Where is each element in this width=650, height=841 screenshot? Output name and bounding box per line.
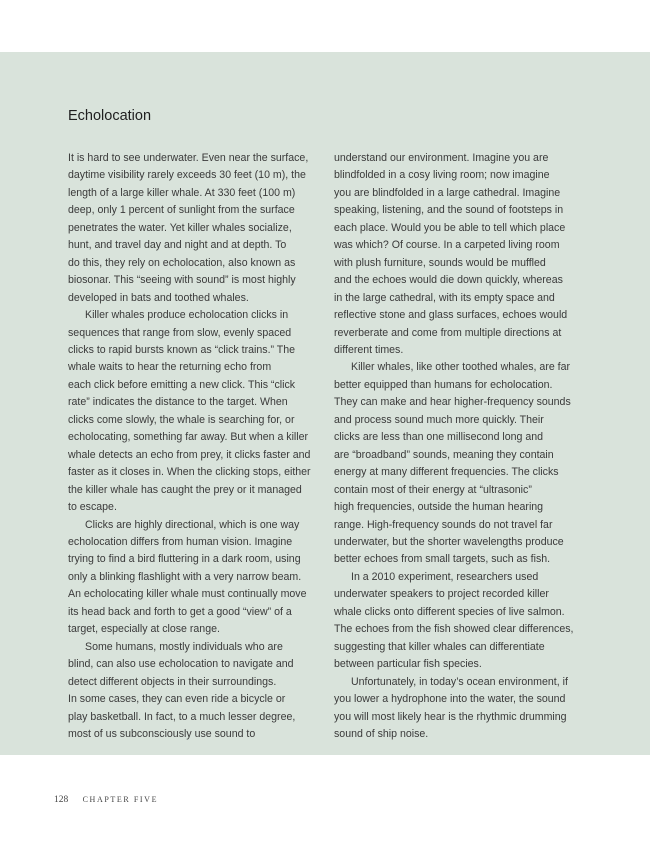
text-line: detect different objects in their surroundings.: [68, 675, 277, 688]
text-line: in the large cathedral, with its empty space and: [334, 291, 555, 304]
text-line: reverberate and come from multiple directions at: [334, 326, 562, 339]
text-line: to escape.: [68, 501, 117, 514]
text-line: range. High-frequency sounds do not travel far: [334, 518, 553, 531]
text-line: whale clicks onto different species of live salmon.: [334, 605, 565, 618]
text-line: do this, they rely on echolocation, also known as: [68, 256, 296, 269]
text-line: energy at many different frequencies. The clicks: [334, 466, 559, 479]
text-line: They can make and hear higher-frequency sounds: [334, 396, 571, 409]
text-line: the killer whale has caught the prey or it managed: [68, 483, 302, 496]
text-line: each click before emitting a new click. This “click: [68, 378, 296, 391]
text-line: penetrates the water. Yet killer whales socialize,: [68, 221, 292, 234]
text-line: underwater speakers to project recorded killer: [334, 588, 549, 601]
text-line: biosonar. This “seeing with sound” is most highly: [68, 274, 296, 287]
text-line: between particular fish species.: [334, 658, 482, 671]
sidebar-column-left: [68, 150, 324, 743]
text-line: most of us subconsciously use sound to: [68, 727, 256, 740]
text-line: rate” indicates the distance to the target. When: [68, 396, 288, 409]
text-line: In a 2010 experiment, researchers used: [351, 570, 539, 583]
text-line: better echoes from small targets, such as fish.: [334, 553, 551, 566]
text-line: sound of ship noise.: [334, 727, 429, 740]
text-line: and process sound much more quickly. Their: [334, 413, 544, 426]
text-line: was which? Of course. In a carpeted living room: [334, 239, 560, 252]
text-line: you are blindfolded in a large cathedral. Imagine: [334, 186, 561, 199]
text-line: deep, only 1 percent of sunlight from the surface: [68, 204, 295, 217]
text-line: Killer whales, like other toothed whales, are far: [351, 361, 571, 374]
text-line: reflective stone and glass surfaces, echoes would: [334, 309, 568, 322]
text-line: understand our environment. Imagine you are: [334, 152, 549, 164]
text-line: underwater, but the shorter wavelengths produce: [334, 535, 564, 548]
text-line: contain most of their energy at “ultrasonic”: [334, 483, 532, 496]
text-line: hunt, and travel day and night and at depth. To: [68, 239, 287, 252]
text-line: speaking, listening, and the sound of footsteps in: [334, 204, 564, 217]
text-line: daytime visibility rarely exceeds 30 feet (10 m), the: [68, 169, 306, 182]
text-line: echolocating, something far away. But when a killer: [68, 431, 309, 444]
text-line: clicks to rapid bursts known as “click trains.” The: [68, 343, 296, 356]
text-line: clicks are less than one millisecond long and: [334, 431, 544, 444]
text-line: Killer whales produce echolocation clicks in: [85, 309, 289, 322]
text-line: and the echoes would die down quickly, whereas: [334, 274, 563, 287]
text-line: only a blinking flashlight with a very narrow beam.: [68, 570, 302, 583]
text-line: high frequencies, outside the human hearing: [334, 501, 544, 514]
page-footer: [54, 795, 158, 805]
text-line: faster as it closes in. When the clicking stops, either: [68, 466, 311, 479]
text-line: Clicks are highly directional, which is one way: [85, 518, 300, 531]
page-number: 128: [54, 795, 69, 805]
text-line: developed in bats and toothed whales.: [68, 291, 249, 304]
text-line: The echoes from the fish showed clear differences,: [334, 623, 574, 636]
text-line: play basketball. In fact, to a much lesser degree,: [68, 710, 296, 723]
text-line: clicks come slowly, the whale is searching for, or: [68, 413, 295, 426]
text-line: are “broadband” sounds, meaning they contain: [334, 448, 554, 461]
chapter-label: CHAPTER FIVE: [82, 795, 159, 804]
text-line: better equipped than humans for echolocation.: [334, 378, 553, 391]
text-line: its head back and forth to get a good “view” of a: [68, 605, 292, 618]
text-line: length of a large killer whale. At 330 feet (100 m): [68, 186, 296, 199]
text-line: trying to find a bird fluttering in a dark room, using: [68, 553, 301, 566]
text-line: It is hard to see underwater. Even near the surface,: [68, 152, 309, 164]
text-line: blindfolded in a cosy living room; now imagine: [334, 169, 550, 182]
text-line: sequences that range from slow, evenly spaced: [68, 326, 292, 339]
text-line: Some humans, mostly individuals who are: [85, 640, 283, 653]
text-line: whale detects an echo from prey, it clicks faster and: [68, 448, 311, 461]
text-line: target, especially at close range.: [68, 623, 220, 636]
sidebar-title: Echolocation: [68, 108, 152, 124]
text-line: you lower a hydrophone into the water, the sound: [334, 693, 566, 706]
text-line: each place. Would you be able to tell which place: [334, 221, 566, 234]
text-line: whale waits to hear the returning echo from: [68, 361, 272, 374]
text-line: echolocation differs from human vision. Imagine: [68, 535, 293, 548]
text-line: An echolocating killer whale must continually move: [68, 588, 307, 601]
sidebar-column-right: [334, 150, 582, 743]
text-line: different times.: [334, 343, 404, 356]
text-line: with plush furniture, sounds would be muffled: [334, 256, 546, 269]
text-line: you will most likely hear is the rhythmic drumming: [334, 710, 567, 723]
text-line: suggesting that killer whales can differentiate: [334, 640, 545, 653]
text-line: In some cases, they can even ride a bicycle or: [68, 693, 286, 706]
text-line: Unfortunately, in today’s ocean environment, if: [351, 675, 568, 688]
text-line: blind, can also use echolocation to navigate and: [68, 658, 294, 671]
